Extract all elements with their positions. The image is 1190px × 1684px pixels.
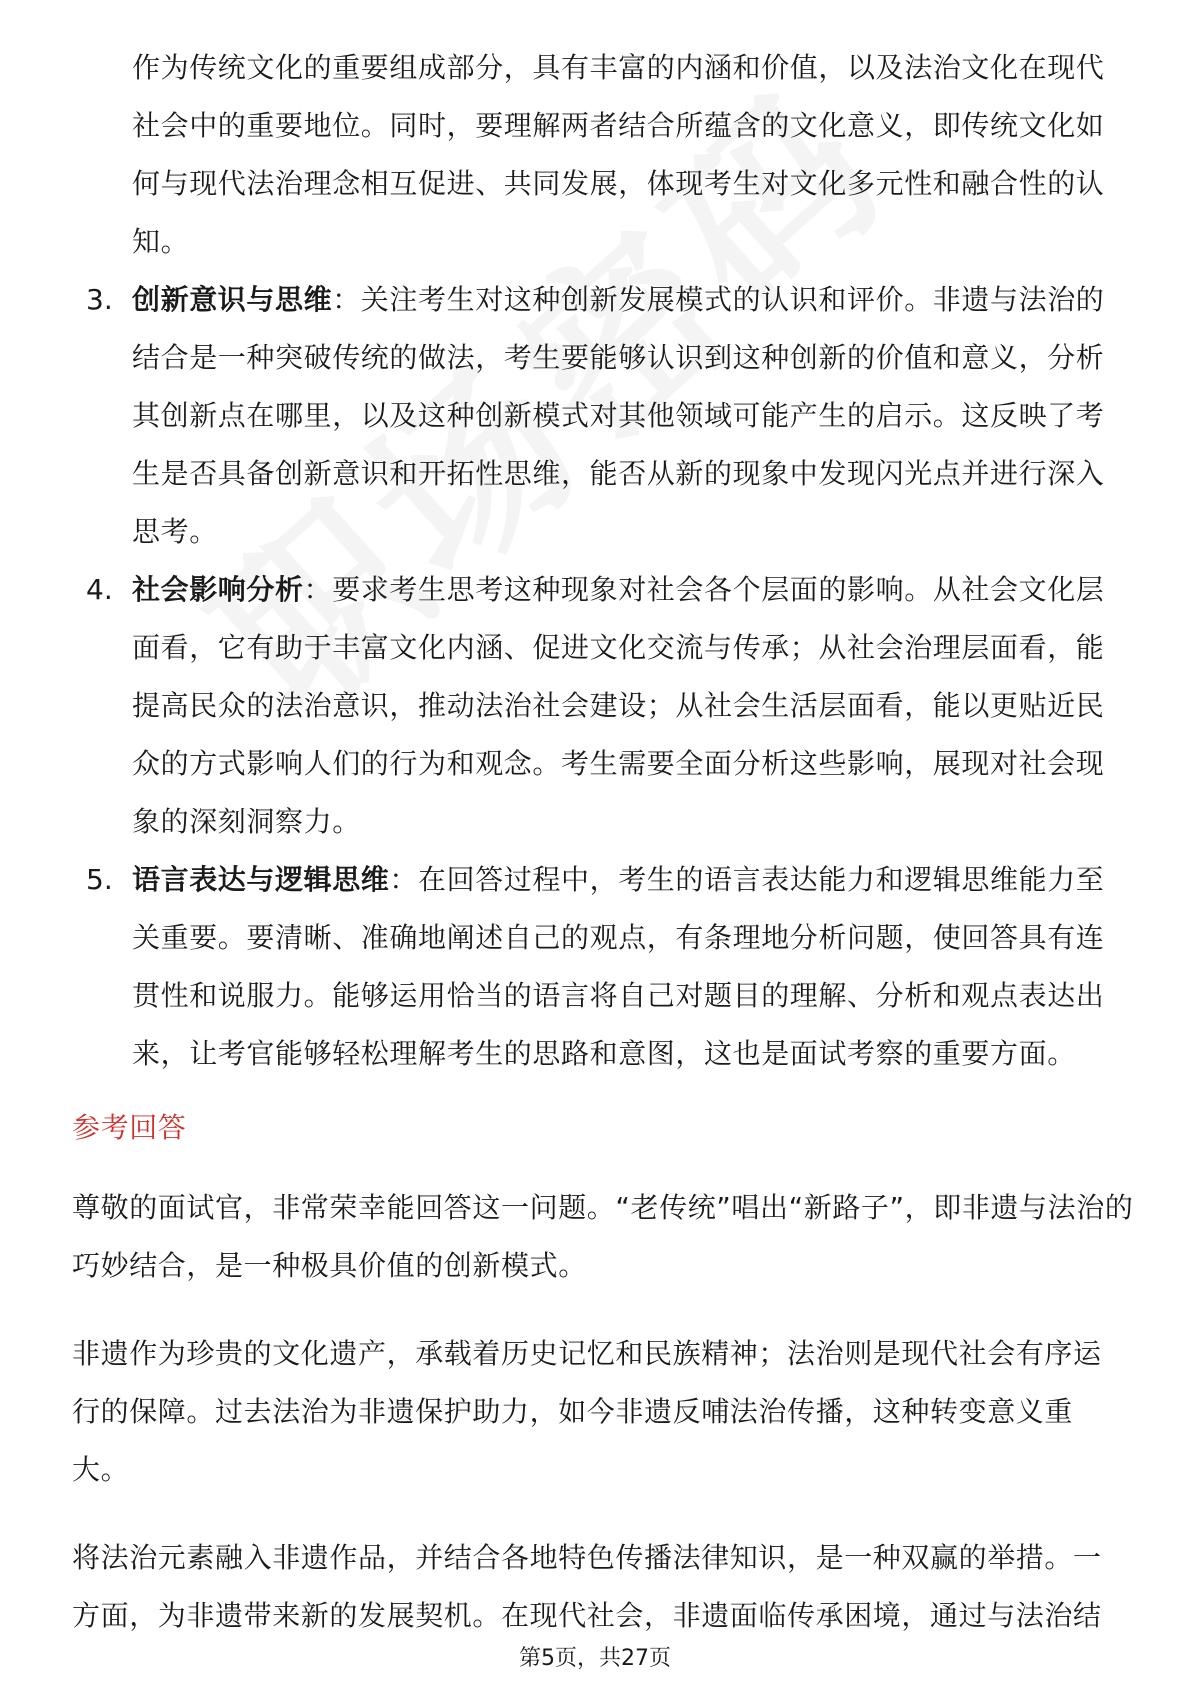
list-item-text: ：在回答过程中，考生的语言表达能力和逻辑思维能力至 (389, 863, 1105, 896)
list-item-first-line (132, 282, 1104, 318)
page-footer: 第5页，共27页 (519, 1646, 671, 1671)
answer-line: 将法治元素融入非遗作品，并结合各地特色传播法律知识，是一种双赢的举措。一 (72, 1541, 1102, 1574)
section-heading: 参考回答 (72, 1111, 187, 1144)
list-item-first-line (132, 862, 1104, 898)
list-item-line: 关重要。要清晰、准确地阐述自己的观点，有条理地分析问题，使回答具有连 (132, 921, 1105, 954)
list-item-text: ：关注考生对这种创新发展模式的认识和评价。非遗与法治的 (332, 283, 1105, 316)
list-item-text: ：要求考生思考这种现象对社会各个层面的影响。从社会文化层 (303, 573, 1105, 606)
list-item-number: 4. (86, 573, 113, 606)
list-item-title: 创新意识与思维 (132, 283, 333, 316)
list-item-number: 3. (86, 283, 113, 316)
list-item-first-line (132, 572, 1104, 608)
list-item-line: 面看，它有助于丰富文化内涵、促进文化交流与传承；从社会治理层面看，能 (132, 631, 1105, 664)
list-item-line: 来，让考官能够轻松理解考生的思路和意图，这也是面试考察的重要方面。 (132, 1037, 1076, 1070)
intro-line: 知。 (132, 225, 190, 258)
answer-line: 大。 (72, 1453, 130, 1486)
list-item-line: 象的深刻洞察力。 (132, 805, 361, 838)
list-item-line: 思考。 (132, 515, 218, 548)
list-item-line: 其创新点在哪里，以及这种创新模式对其他领域可能产生的启示。这反映了考 (132, 399, 1105, 432)
list-item-title: 社会影响分析 (132, 573, 304, 606)
list-item-number: 5. (86, 863, 113, 896)
answer-line: 行的保障。过去法治为非遗保护助力，如今非遗反哺法治传播，这种转变意义重 (72, 1395, 1074, 1428)
intro-line: 社会中的重要地位。同时，要理解两者结合所蕴含的文化意义，即传统文化如 (132, 109, 1105, 142)
intro-line: 何与现代法治理念相互促进、共同发展，体现考生对文化多元性和融合性的认 (132, 167, 1105, 200)
list-item-line: 众的方式影响人们的行为和观念。考生需要全面分析这些影响，展现对社会现 (132, 747, 1105, 780)
answer-line: 尊敬的面试官，非常荣幸能回答这一问题。“老传统”唱出“新路子”，即非遗与法治的 (72, 1191, 1134, 1224)
answer-line: 非遗作为珍贵的文化遗产，承载着历史记忆和民族精神；法治则是现代社会有序运 (72, 1337, 1102, 1370)
list-item-line: 贯性和说服力。能够运用恰当的语言将自己对题目的理解、分析和观点表达出 (132, 979, 1105, 1012)
answer-line: 方面，为非遗带来新的发展契机。在现代社会，非遗面临传承困境，通过与法治结 (72, 1599, 1102, 1632)
intro-line: 作为传统文化的重要组成部分，具有丰富的内涵和价值，以及法治文化在现代 (132, 51, 1105, 84)
list-item-line: 生是否具备创新意识和开拓性思维，能否从新的现象中发现闪光点并进行深入 (132, 457, 1105, 490)
list-item-line: 提高民众的法治意识，推动法治社会建设；从社会生活层面看，能以更贴近民 (132, 689, 1105, 722)
list-item-line: 结合是一种突破传统的做法，考生要能够认识到这种创新的价值和意义，分析 (132, 341, 1105, 374)
list-item-title: 语言表达与逻辑思维 (132, 863, 390, 896)
answer-line: 巧妙结合，是一种极具价值的创新模式。 (72, 1249, 587, 1282)
